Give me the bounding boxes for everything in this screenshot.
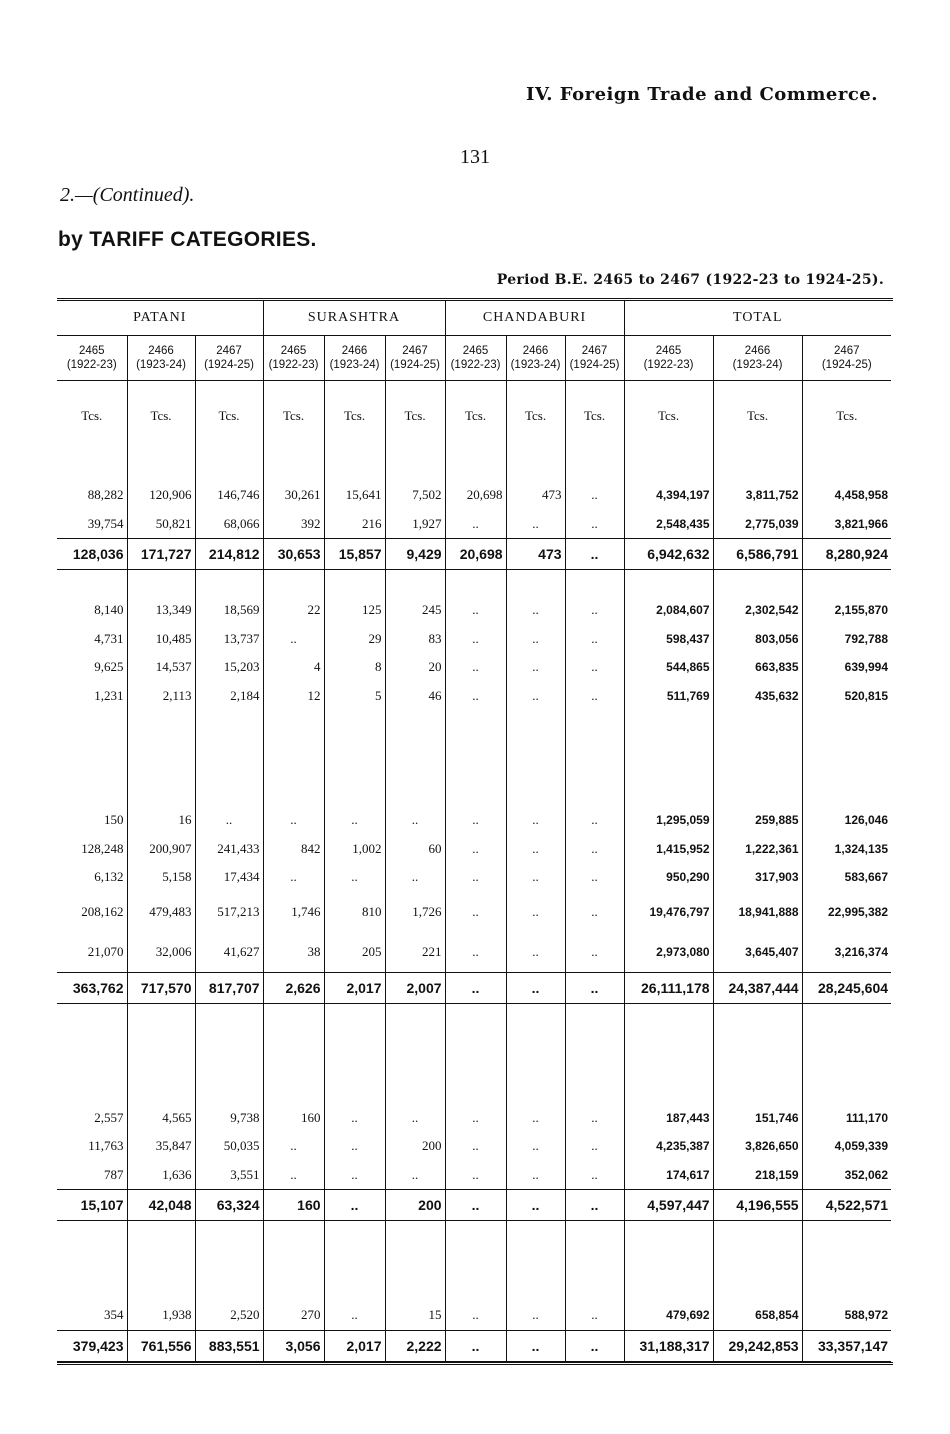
- table-cell: Tcs.: [81, 408, 103, 423]
- table-cell: 950,290: [624, 863, 713, 892]
- table-cell: ..: [263, 625, 324, 654]
- table-cell: ..: [263, 863, 324, 892]
- table-cell: 2,302,542: [713, 596, 802, 625]
- table-cell: 205: [324, 932, 385, 973]
- table-cell: 221: [385, 932, 445, 973]
- table-cell: 14,537: [127, 653, 195, 682]
- table-cell: ..: [565, 510, 624, 539]
- spacer-row: [57, 1221, 891, 1302]
- table-cell: ..: [506, 932, 565, 973]
- table-cell: 1,746: [263, 892, 324, 932]
- table-cell: 8,140: [94, 602, 124, 618]
- spacer-row: [57, 710, 891, 806]
- table-cell: ..: [506, 1301, 565, 1330]
- table-cell: ..: [385, 1161, 445, 1190]
- section-header: IV. Foreign Trade and Commerce.: [526, 84, 878, 105]
- table-cell: 11,763: [88, 1138, 124, 1154]
- table-cell: 6,586,791: [713, 539, 802, 570]
- table-cell: 5,158: [127, 863, 195, 892]
- table-cell: 39,754: [87, 515, 124, 531]
- group-header-chandaburi: CHANDABURI: [445, 301, 624, 336]
- table-cell: ..: [565, 1132, 624, 1161]
- year-header: 2466 (1923-24): [324, 336, 385, 381]
- table-row: [57, 596, 891, 625]
- grand-total-row: [57, 1330, 891, 1361]
- table-cell: 60: [385, 835, 445, 864]
- table-cell: 29,242,853: [713, 1330, 802, 1361]
- table-cell: 18,941,888: [713, 892, 802, 932]
- year-header: 2466 (1923-24): [506, 336, 565, 381]
- table-cell: 4,196,555: [713, 1190, 802, 1221]
- table-cell: 88,282: [87, 487, 124, 503]
- table-cell: 473: [506, 539, 565, 570]
- table-cell: 7,502: [385, 481, 445, 510]
- table-cell: Tcs.: [445, 381, 506, 432]
- group-header-total: TOTAL: [624, 301, 891, 336]
- table-cell: ..: [506, 1132, 565, 1161]
- table-cell: 2,222: [385, 1330, 445, 1361]
- table-cell: ..: [263, 806, 324, 835]
- table-cell: 111,170: [802, 1104, 891, 1133]
- table-cell: 520,815: [802, 682, 891, 711]
- table-cell: 2,155,870: [802, 596, 891, 625]
- table-cell: 30,261: [263, 481, 324, 510]
- table-cell: ..: [445, 863, 506, 892]
- year-header: 2465 (1922-23): [57, 336, 127, 381]
- table-cell: 792,788: [802, 625, 891, 654]
- table-row: [57, 1301, 891, 1330]
- table-cell: 473: [506, 481, 565, 510]
- table-cell: 1,415,952: [624, 835, 713, 864]
- table-cell: 1,938: [127, 1301, 195, 1330]
- table-row: [57, 932, 891, 973]
- table-cell: ..: [565, 596, 624, 625]
- table-cell: 187,443: [624, 1104, 713, 1133]
- table-cell: 2,184: [195, 682, 263, 711]
- subtotal-row: [57, 1190, 891, 1221]
- table-cell: 1,636: [127, 1161, 195, 1190]
- table-cell: 174,617: [624, 1161, 713, 1190]
- spacer-row: [57, 431, 891, 481]
- table-cell: 435,632: [713, 682, 802, 711]
- year-header: 2467 (1924-25): [195, 336, 263, 381]
- table-cell: ..: [445, 682, 506, 711]
- table-cell: 5: [324, 682, 385, 711]
- table-cell: 15: [385, 1301, 445, 1330]
- table-cell: Tcs.: [195, 381, 263, 432]
- table-cell: 2,017: [324, 1330, 385, 1361]
- table-row: [57, 1104, 891, 1133]
- table-cell: ..: [385, 806, 445, 835]
- table-cell: 392: [263, 510, 324, 539]
- year-header: 2466 (1923-24): [713, 336, 802, 381]
- table-cell: ..: [506, 510, 565, 539]
- table-cell: 2,113: [127, 682, 195, 711]
- period-label: Period B.E. 2465 to 2467 (1922-23 to 1924-25).: [496, 272, 884, 288]
- table-cell: ..: [565, 539, 624, 570]
- table-cell: ..: [565, 1104, 624, 1133]
- table-row: [57, 653, 891, 682]
- table-cell: 18,569: [195, 596, 263, 625]
- table-cell: 479,692: [624, 1301, 713, 1330]
- table-cell: ..: [445, 625, 506, 654]
- table-cell: ..: [324, 1132, 385, 1161]
- table-cell: ..: [324, 806, 385, 835]
- table-cell: ..: [324, 1104, 385, 1133]
- table-cell: 511,769: [624, 682, 713, 711]
- table-cell: 4,597,447: [624, 1190, 713, 1221]
- table-row: [57, 510, 891, 539]
- table-cell: 31,188,317: [624, 1330, 713, 1361]
- table-cell: 216: [324, 510, 385, 539]
- table-cell: 63,324: [195, 1190, 263, 1221]
- table-cell: Tcs.: [565, 381, 624, 432]
- table-cell: ..: [506, 806, 565, 835]
- table-cell: 842: [263, 835, 324, 864]
- table-cell: 354: [104, 1307, 124, 1323]
- table-cell: 1,002: [324, 835, 385, 864]
- trade-table: [57, 298, 893, 1365]
- table-cell: 3,216,374: [802, 932, 891, 973]
- table-cell: 1,222,361: [713, 835, 802, 864]
- table-row: [57, 1132, 891, 1161]
- table-cell: 160: [263, 1190, 324, 1221]
- table-cell: 588,972: [802, 1301, 891, 1330]
- table-cell: 22: [263, 596, 324, 625]
- table-cell: 12: [263, 682, 324, 711]
- year-header: 2465 (1922-23): [263, 336, 324, 381]
- table-cell: ..: [565, 972, 624, 1003]
- table-cell: 20,698: [445, 539, 506, 570]
- table-cell: 28,245,604: [802, 972, 891, 1003]
- group-header-surashtra: SURASHTRA: [263, 301, 445, 336]
- table-cell: Tcs.: [713, 381, 802, 432]
- table-cell: 10,485: [127, 625, 195, 654]
- table-cell: ..: [565, 1161, 624, 1190]
- table-cell: ..: [565, 625, 624, 654]
- table-cell: ..: [565, 835, 624, 864]
- table-cell: 363,762: [57, 972, 127, 1003]
- table-cell: 15,641: [324, 481, 385, 510]
- table-cell: 2,520: [195, 1301, 263, 1330]
- table-cell: ..: [565, 892, 624, 932]
- table-row: [57, 682, 891, 711]
- table-cell: 30,653: [263, 539, 324, 570]
- table-cell: 171,727: [127, 539, 195, 570]
- table-cell: ..: [565, 682, 624, 711]
- table-cell: 4,235,387: [624, 1132, 713, 1161]
- table-cell: Tcs.: [506, 381, 565, 432]
- table-cell: ..: [506, 972, 565, 1003]
- table-cell: 15,857: [324, 539, 385, 570]
- table-cell: ..: [565, 1190, 624, 1221]
- table-cell: ..: [506, 625, 565, 654]
- table-cell: 20: [385, 653, 445, 682]
- table-cell: 126,046: [802, 806, 891, 835]
- table-cell: 717,570: [127, 972, 195, 1003]
- table-cell: ..: [506, 653, 565, 682]
- table-cell: ..: [565, 653, 624, 682]
- table-cell: 2,017: [324, 972, 385, 1003]
- table-cell: 4,458,958: [802, 481, 891, 510]
- table-cell: Tcs.: [624, 381, 713, 432]
- table-row: [57, 1161, 891, 1190]
- table-cell: 3,056: [263, 1330, 324, 1361]
- table-cell: 883,551: [195, 1330, 263, 1361]
- table-cell: 1,927: [385, 510, 445, 539]
- table-cell: 83: [385, 625, 445, 654]
- table-cell: 787: [104, 1166, 124, 1182]
- table-cell: 8: [324, 653, 385, 682]
- table-cell: 352,062: [802, 1161, 891, 1190]
- table-cell: Tcs.: [127, 381, 195, 432]
- table-cell: 2,084,607: [624, 596, 713, 625]
- table-cell: ..: [506, 1161, 565, 1190]
- table-cell: ..: [565, 932, 624, 973]
- table-cell: 15,203: [195, 653, 263, 682]
- table-cell: ..: [445, 835, 506, 864]
- table-cell: 4,522,571: [802, 1190, 891, 1221]
- table-cell: 761,556: [127, 1330, 195, 1361]
- table-cell: ..: [445, 892, 506, 932]
- table-cell: 128,036: [57, 539, 127, 570]
- table-row: [57, 481, 891, 510]
- table-cell: 9,625: [94, 659, 124, 675]
- table-row: [57, 806, 891, 835]
- table-cell: 200,907: [127, 835, 195, 864]
- spacer-row: [57, 570, 891, 597]
- table-cell: 259,885: [713, 806, 802, 835]
- table-cell: ..: [445, 596, 506, 625]
- year-header: 2467 (1924-25): [565, 336, 624, 381]
- table-cell: ..: [565, 1301, 624, 1330]
- table-cell: 32,006: [127, 932, 195, 973]
- table-cell: 150: [104, 812, 124, 828]
- subtotal-row: [57, 539, 891, 570]
- table-cell: 663,835: [713, 653, 802, 682]
- table-cell: 19,476,797: [624, 892, 713, 932]
- table-cell: 218,159: [713, 1161, 802, 1190]
- table-cell: ..: [445, 972, 506, 1003]
- table-cell: 21,070: [87, 943, 124, 959]
- table-cell: 41,627: [195, 932, 263, 973]
- table-cell: 200: [385, 1132, 445, 1161]
- units-row: [57, 381, 891, 432]
- table-cell: 17,434: [195, 863, 263, 892]
- table-cell: 2,557: [94, 1109, 124, 1125]
- table-cell: ..: [506, 835, 565, 864]
- table-cell: ..: [506, 863, 565, 892]
- table-cell: 6,942,632: [624, 539, 713, 570]
- table-row: [57, 863, 891, 892]
- subtotal-row: [57, 972, 891, 1003]
- table-cell: ..: [565, 481, 624, 510]
- table-cell: 379,423: [57, 1330, 127, 1361]
- table-cell: 3,826,650: [713, 1132, 802, 1161]
- table-cell: 4,731: [94, 630, 124, 646]
- table-cell: ..: [506, 1190, 565, 1221]
- table-row: [57, 892, 891, 932]
- table-cell: Tcs.: [385, 381, 445, 432]
- table-cell: 33,357,147: [802, 1330, 891, 1361]
- table-cell: 1,726: [385, 892, 445, 932]
- table-cell: 2,775,039: [713, 510, 802, 539]
- year-header: 2467 (1924-25): [385, 336, 445, 381]
- table-cell: 8,280,924: [802, 539, 891, 570]
- year-header: 2466 (1923-24): [127, 336, 195, 381]
- table-cell: 42,048: [127, 1190, 195, 1221]
- table-cell: 146,746: [195, 481, 263, 510]
- table-cell: ..: [263, 1132, 324, 1161]
- table-cell: 24,387,444: [713, 972, 802, 1003]
- table-cell: ..: [445, 653, 506, 682]
- table-cell: ..: [506, 596, 565, 625]
- table-cell: ..: [506, 892, 565, 932]
- table-cell: ..: [445, 932, 506, 973]
- table-cell: ..: [445, 806, 506, 835]
- table-cell: 1,295,059: [624, 806, 713, 835]
- table-cell: 6,132: [94, 869, 124, 885]
- table-cell: 639,994: [802, 653, 891, 682]
- table-cell: ..: [324, 863, 385, 892]
- year-header: 2465 (1922-23): [445, 336, 506, 381]
- table-cell: ..: [445, 510, 506, 539]
- table-cell: 4,394,197: [624, 481, 713, 510]
- table-cell: 128,248: [81, 840, 124, 856]
- table-cell: 38: [263, 932, 324, 973]
- table-cell: 208,162: [81, 903, 124, 919]
- table-cell: ..: [445, 1301, 506, 1330]
- table-cell: 2,973,080: [624, 932, 713, 973]
- table-cell: 317,903: [713, 863, 802, 892]
- table-cell: Tcs.: [802, 381, 891, 432]
- year-header: 2465 (1922-23): [624, 336, 713, 381]
- table-cell: ..: [506, 1330, 565, 1361]
- table-cell: ..: [445, 1190, 506, 1221]
- table-cell: 50,035: [195, 1132, 263, 1161]
- table-cell: 4,565: [127, 1104, 195, 1133]
- table-cell: 803,056: [713, 625, 802, 654]
- table-cell: ..: [324, 1190, 385, 1221]
- group-header-patani: PATANI: [57, 301, 263, 336]
- table-cell: ..: [565, 806, 624, 835]
- table-cell: 3,811,752: [713, 481, 802, 510]
- table-cell: 68,066: [195, 510, 263, 539]
- table-cell: 1,324,135: [802, 835, 891, 864]
- page-number: 131: [460, 146, 490, 168]
- table-cell: 16: [127, 806, 195, 835]
- table-cell: 2,007: [385, 972, 445, 1003]
- spacer-row: [57, 1003, 891, 1104]
- table-cell: 29: [324, 625, 385, 654]
- table-cell: 214,812: [195, 539, 263, 570]
- table-cell: 2,626: [263, 972, 324, 1003]
- table-cell: 20,698: [445, 481, 506, 510]
- table-cell: 26,111,178: [624, 972, 713, 1003]
- table-cell: 3,551: [195, 1161, 263, 1190]
- table-cell: ..: [195, 806, 263, 835]
- table-cell: 9,429: [385, 539, 445, 570]
- table-cell: 479,483: [127, 892, 195, 932]
- table-cell: ..: [324, 1301, 385, 1330]
- table-cell: ..: [445, 1161, 506, 1190]
- table-cell: 3,821,966: [802, 510, 891, 539]
- table-row: [57, 835, 891, 864]
- table-cell: 1,231: [94, 687, 124, 703]
- table-cell: 120,906: [127, 481, 195, 510]
- table-cell: 598,437: [624, 625, 713, 654]
- table-row: [57, 625, 891, 654]
- table-cell: 2,548,435: [624, 510, 713, 539]
- table-cell: Tcs.: [324, 381, 385, 432]
- table-cell: 15,107: [57, 1190, 127, 1221]
- table-cell: ..: [324, 1161, 385, 1190]
- table-cell: 9,738: [195, 1104, 263, 1133]
- table-cell: Tcs.: [263, 381, 324, 432]
- table-cell: ..: [506, 682, 565, 711]
- table-cell: ..: [385, 1104, 445, 1133]
- table-cell: 241,433: [195, 835, 263, 864]
- table-cell: 817,707: [195, 972, 263, 1003]
- table-cell: ..: [263, 1161, 324, 1190]
- table-subtitle: by TARIFF CATEGORIES.: [58, 228, 317, 251]
- table-cell: 270: [263, 1301, 324, 1330]
- table-cell: 810: [324, 892, 385, 932]
- table-cell: 125: [324, 596, 385, 625]
- table-cell: 4,059,339: [802, 1132, 891, 1161]
- table-cell: ..: [506, 1104, 565, 1133]
- table-cell: ..: [445, 1330, 506, 1361]
- table-cell: 46: [385, 682, 445, 711]
- table-cell: 151,746: [713, 1104, 802, 1133]
- table-cell: 22,995,382: [802, 892, 891, 932]
- table-cell: 583,667: [802, 863, 891, 892]
- table-cell: 50,821: [127, 510, 195, 539]
- table-cell: 517,213: [195, 892, 263, 932]
- continued-label: 2.—(Continued).: [60, 184, 195, 206]
- table-cell: ..: [565, 1330, 624, 1361]
- year-header: 2467 (1924-25): [802, 336, 891, 381]
- table-cell: 544,865: [624, 653, 713, 682]
- table-cell: 35,847: [127, 1132, 195, 1161]
- table-cell: ..: [385, 863, 445, 892]
- table-cell: 3,645,407: [713, 932, 802, 973]
- table-cell: 4: [263, 653, 324, 682]
- table-cell: ..: [445, 1132, 506, 1161]
- table-cell: 13,349: [127, 596, 195, 625]
- table-cell: ..: [445, 1104, 506, 1133]
- table-cell: 658,854: [713, 1301, 802, 1330]
- table-cell: 13,737: [195, 625, 263, 654]
- table-cell: 245: [385, 596, 445, 625]
- table-cell: ..: [565, 863, 624, 892]
- table-cell: 160: [263, 1104, 324, 1133]
- table-cell: 200: [385, 1190, 445, 1221]
